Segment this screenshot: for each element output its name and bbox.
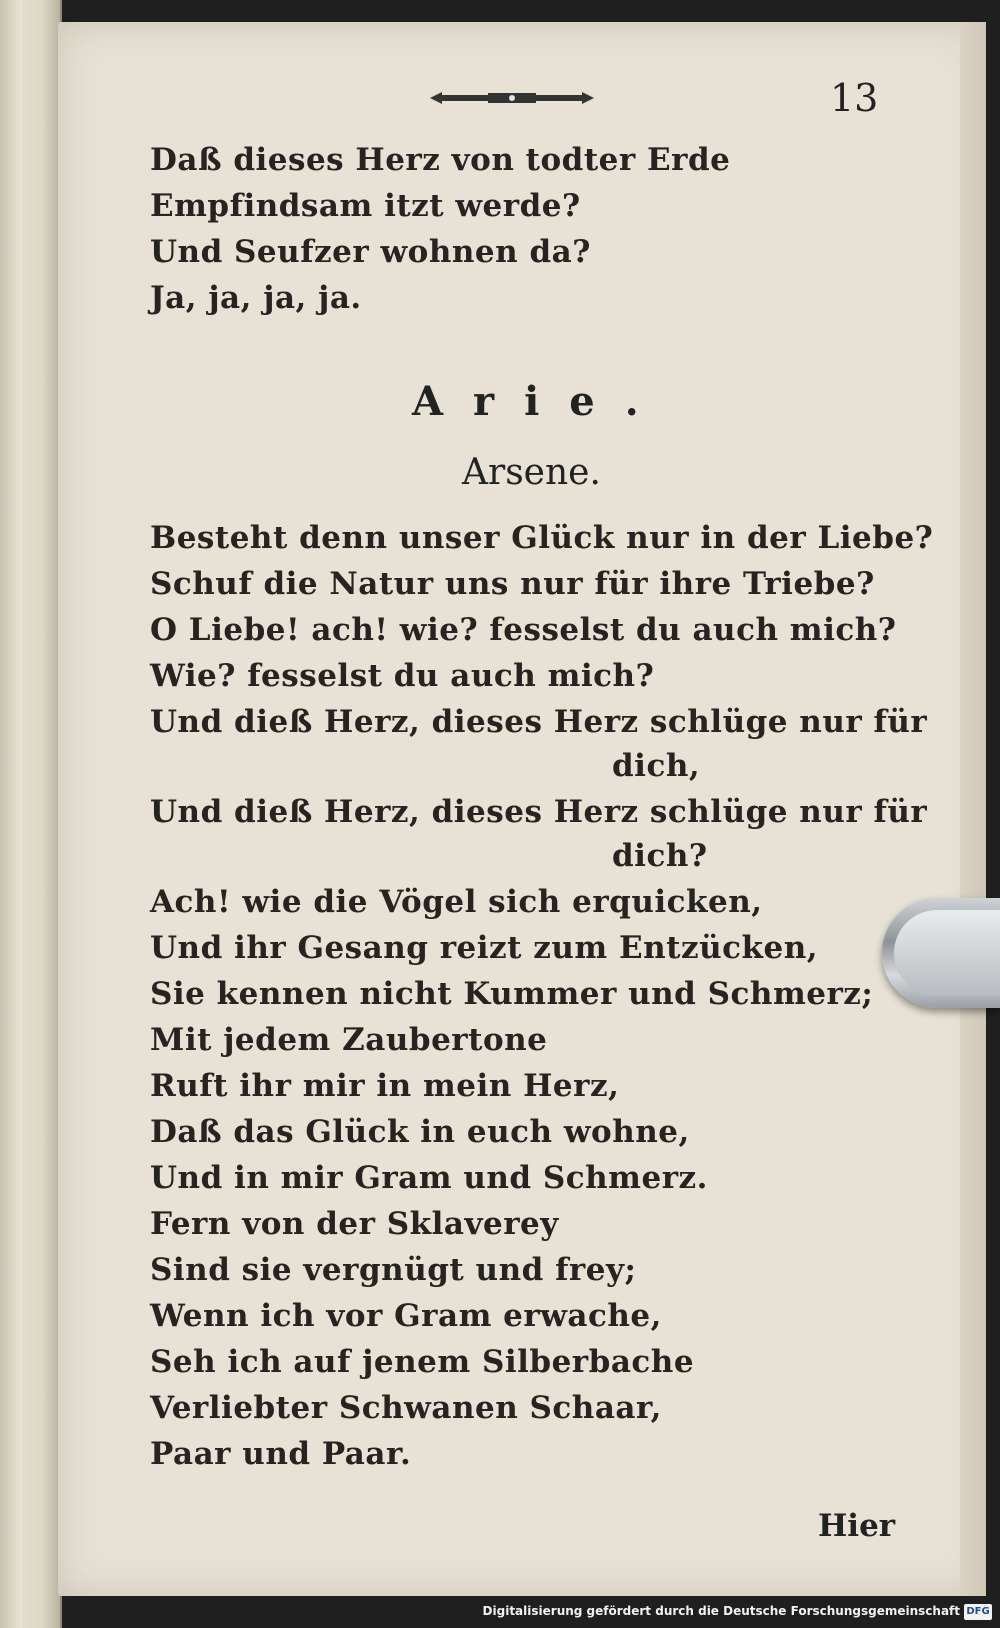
aria-line: Ach! wie die Vögel sich erquicken, [150,884,763,920]
verse-line: Und Seufzer wohnen da? [150,234,591,270]
aria-line: Und dieß Herz, dieses Herz schlüge nur für [150,704,928,740]
aria-line: Schuf die Natur uns nur für ihre Triebe? [150,566,875,602]
section-heading: Arie. [412,378,669,425]
aria-line: Wenn ich vor Gram erwache, [150,1298,662,1334]
aria-line: Paar und Paar. [150,1436,412,1472]
page-number: 13 [830,76,879,120]
aria-line: Und in mir Gram und Schmerz. [150,1160,708,1196]
aria-line: Fern von der Sklaverey [150,1206,559,1242]
metal-page-clip-inner [894,910,1000,996]
left-page-fold [0,0,22,1628]
aria-line: Mit jedem Zaubertone [150,1022,548,1058]
verse-line: Empfindsam itzt werde? [150,188,581,224]
ornament-rule [428,86,596,110]
aria-line: Verliebter Schwanen Schaar, [150,1390,662,1426]
aria-line: Und ihr Gesang reizt zum Entzücken, [150,930,819,966]
aria-line: Ruft ihr mir in mein Herz, [150,1068,620,1104]
aria-line: Und dieß Herz, dieses Herz schlüge nur für [150,794,928,830]
speaker-name: Arsene. [462,452,601,493]
dfg-logo: DFG [964,1604,992,1620]
verse-line: Ja, ja, ja, ja. [150,280,362,316]
aria-line-continuation: dich? [612,838,708,874]
verse-line: Daß dieses Herz von todter Erde [150,142,731,178]
metal-page-clip [882,898,1000,1008]
right-page-edge [960,22,986,1596]
digitization-credit: Digitalisierung gefördert durch die Deutsche Forschungsgemeinschaft [482,1604,960,1618]
aria-line: Besteht denn unser Glück nur in der Liebe? [150,520,934,556]
catchword: Hier [818,1508,896,1544]
aria-line: Seh ich auf jenem Silberbache [150,1344,695,1380]
aria-line: Sie kennen nicht Kummer und Schmerz; [150,976,874,1012]
aria-line: O Liebe! ach! wie? fesselst du auch mich? [150,612,897,648]
aria-line: Sind sie vergnügt und frey; [150,1252,637,1288]
aria-line-continuation: dich, [612,748,701,784]
aria-line: Wie? fesselst du auch mich? [150,658,655,694]
aria-line: Daß das Glück in euch wohne, [150,1114,690,1150]
left-page-edge [0,0,62,1628]
